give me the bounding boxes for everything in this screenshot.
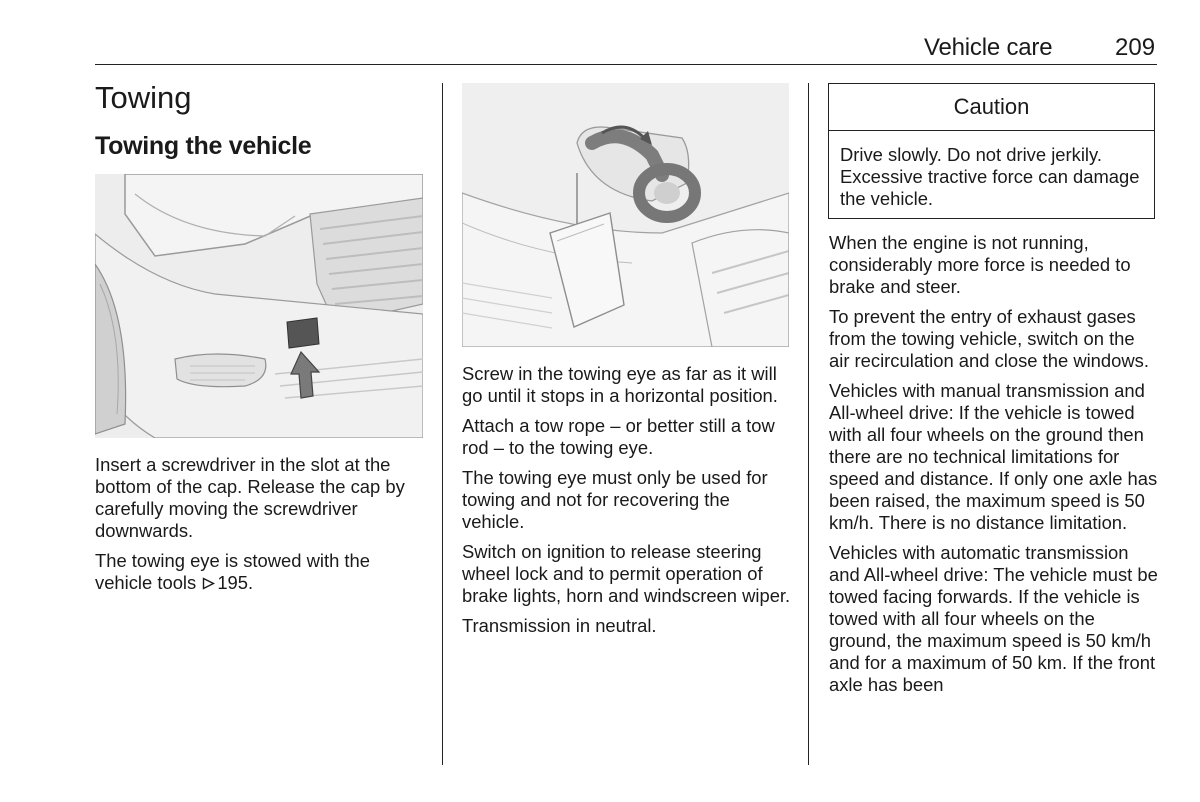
- paragraph: Vehicles with automatic transmission and All-wheel drive: The vehicle must be towed facing forwards. If the vehicle is towed with all four wheels on the ground, the maximum speed is 50 km/h and for a maximum of 50 km. If the front axle has been: [829, 542, 1158, 695]
- column-2-text: [462, 363, 792, 645]
- caution-body: Drive slowly. Do not drive jerkily. Excessive tractive force can damage the vehicle.: [840, 144, 1140, 209]
- column-3-text: [829, 232, 1159, 704]
- paragraph: Switch on ignition to release steering wheel lock and to permit operation of brake lights, horn and windscreen wiper.: [462, 541, 791, 606]
- paragraph: Screw in the towing eye as far as it will go until it stops in a horizontal position.: [462, 363, 778, 406]
- paragraph: Vehicles with manual transmission and All-wheel drive: If the vehicle is towed with all four wheels on the ground then there are no technical limitations for speed and distance. If only one axle has been raised, the maximum speed is 50 km/h. There is no distance limitation.: [829, 380, 1158, 533]
- header-rule: [95, 64, 1157, 65]
- figure-towing-eye: [462, 83, 789, 347]
- page-number: 209: [1115, 34, 1156, 61]
- running-header-section: Vehicle care: [924, 34, 1053, 61]
- paragraph: Insert a screwdriver in the slot at the bottom of the cap. Release the cap by carefully moving the screwdriver downwards.: [95, 454, 405, 541]
- paragraph: When the engine is not running, considerably more force is needed to brake and steer.: [829, 232, 1131, 297]
- paragraph: The towing eye must only be used for towing and not for recovering the vehicle.: [462, 467, 768, 532]
- paragraph-text: The towing eye is stowed with the vehicle tools: [95, 550, 370, 593]
- caution-title: Caution: [829, 84, 1154, 131]
- caution-box: [828, 83, 1155, 219]
- paragraph: Attach a tow rope – or better still a tow rod – to the towing eye.: [462, 415, 775, 458]
- column-1-text: [95, 454, 425, 603]
- triangle-reference-icon: [202, 573, 215, 595]
- page-reference-link[interactable]: 195.: [217, 572, 254, 593]
- column-divider-1: [442, 83, 443, 765]
- section-subtitle: Towing the vehicle: [95, 132, 312, 160]
- column-divider-2: [808, 83, 809, 765]
- figure-bumper-cap: [95, 174, 423, 438]
- section-title: Towing: [95, 80, 192, 115]
- paragraph: To prevent the entry of exhaust gases from the towing vehicle, switch on the air recirculation and close the windows.: [829, 306, 1149, 371]
- paragraph: [95, 550, 425, 595]
- paragraph: Transmission in neutral.: [462, 615, 657, 636]
